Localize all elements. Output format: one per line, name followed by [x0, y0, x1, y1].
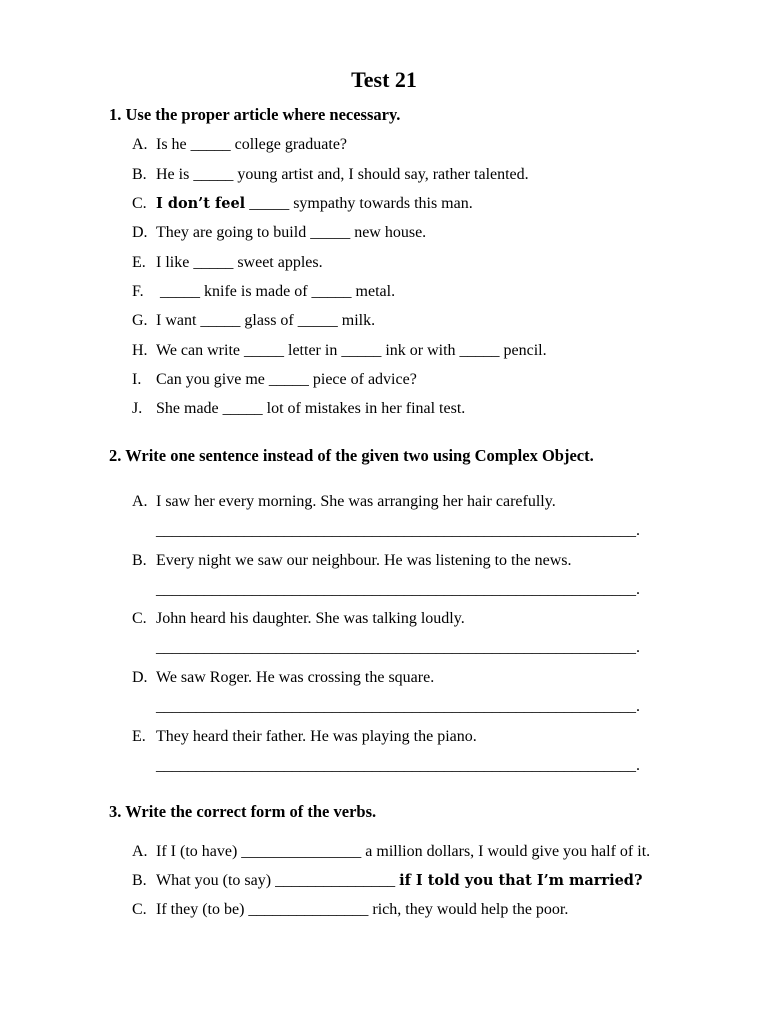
s1-item-d	[132, 222, 426, 244]
s1-item-e	[132, 252, 323, 274]
item-letter: B.	[132, 552, 147, 569]
item-letter: A.	[132, 843, 148, 860]
item-letter: B.	[132, 872, 147, 889]
item-text: Is he _____ college graduate?	[156, 136, 348, 153]
s2-item-e	[132, 726, 477, 748]
answer-line: ____________________________________________________________.	[156, 639, 640, 656]
item-letter: E.	[132, 254, 146, 271]
item-text: Can you give me _____ piece of advice?	[156, 371, 417, 388]
s2-item-c	[132, 608, 465, 630]
item-text: If they (to be) _______________ rich, they would help the poor.	[156, 901, 569, 918]
item-text: I like _____ sweet apples.	[156, 254, 323, 271]
answer-line: ____________________________________________________________.	[156, 522, 640, 539]
section-2-heading: 2. Write one sentence instead of the given two using Complex Object.	[109, 446, 594, 465]
item-letter: A.	[132, 493, 148, 510]
item-letter: J.	[132, 400, 143, 417]
item-letter: C.	[132, 610, 147, 627]
s3-item-a	[132, 841, 650, 863]
item-text: I want _____ glass of _____ milk.	[156, 312, 376, 329]
s2-item-d	[132, 667, 434, 689]
s2-item-a	[132, 491, 556, 513]
s1-item-c	[132, 193, 473, 215]
s2-item-b	[132, 550, 571, 572]
item-letter: C.	[132, 195, 147, 212]
answer-line: ____________________________________________________________.	[156, 698, 640, 715]
item-bold-text: I don’t feel	[156, 195, 246, 212]
item-text: They are going to build _____ new house.	[156, 224, 427, 241]
s1-item-h	[132, 340, 547, 362]
answer-line: ____________________________________________________________.	[156, 757, 640, 774]
s3-item-c	[132, 899, 568, 921]
item-letter: D.	[132, 224, 148, 241]
item-letter: I.	[132, 371, 142, 388]
item-letter: D.	[132, 669, 148, 686]
s1-item-i	[132, 369, 417, 391]
s1-item-g	[132, 310, 375, 332]
section-1-heading: 1. Use the proper article where necessary.	[109, 105, 401, 124]
item-text: _____ sympathy towards this man.	[245, 195, 473, 212]
item-text: What you (to say) _______________	[156, 872, 400, 889]
item-text: She made _____ lot of mistakes in her final test.	[156, 400, 466, 417]
s1-item-f	[132, 281, 395, 303]
item-letter: F.	[132, 283, 144, 300]
item-letter: C.	[132, 901, 147, 918]
page-title: Test 21	[351, 67, 417, 92]
s1-item-j	[132, 398, 465, 420]
s1-item-a	[132, 134, 347, 156]
item-text: We saw Roger. He was crossing the square.	[156, 669, 435, 686]
item-letter: B.	[132, 166, 147, 183]
item-text: We can write _____ letter in _____ ink or with _____ pencil.	[156, 342, 547, 359]
answer-line: ____________________________________________________________.	[156, 581, 640, 598]
item-text: I saw her every morning. She was arranging her hair carefully.	[156, 493, 556, 510]
item-letter: G.	[132, 312, 148, 329]
item-text: _____ knife is made of _____ metal.	[156, 283, 396, 300]
item-text: He is _____ young artist and, I should say, rather talented.	[156, 166, 529, 183]
item-bold-text: if I told you that I’m married?	[399, 872, 643, 889]
s1-item-b	[132, 164, 529, 186]
item-text: If I (to have) _______________ a million dollars, I would give you half of it.	[156, 843, 651, 860]
item-text: John heard his daughter. She was talking loudly.	[156, 610, 465, 627]
item-letter: H.	[132, 342, 148, 359]
item-text: Every night we saw our neighbour. He was listening to the news.	[156, 552, 572, 569]
section-3-heading: 3. Write the correct form of the verbs.	[109, 802, 377, 821]
item-letter: A.	[132, 136, 148, 153]
item-text: They heard their father. He was playing the piano.	[156, 728, 477, 745]
s3-item-b	[132, 870, 642, 892]
item-letter: E.	[132, 728, 146, 745]
